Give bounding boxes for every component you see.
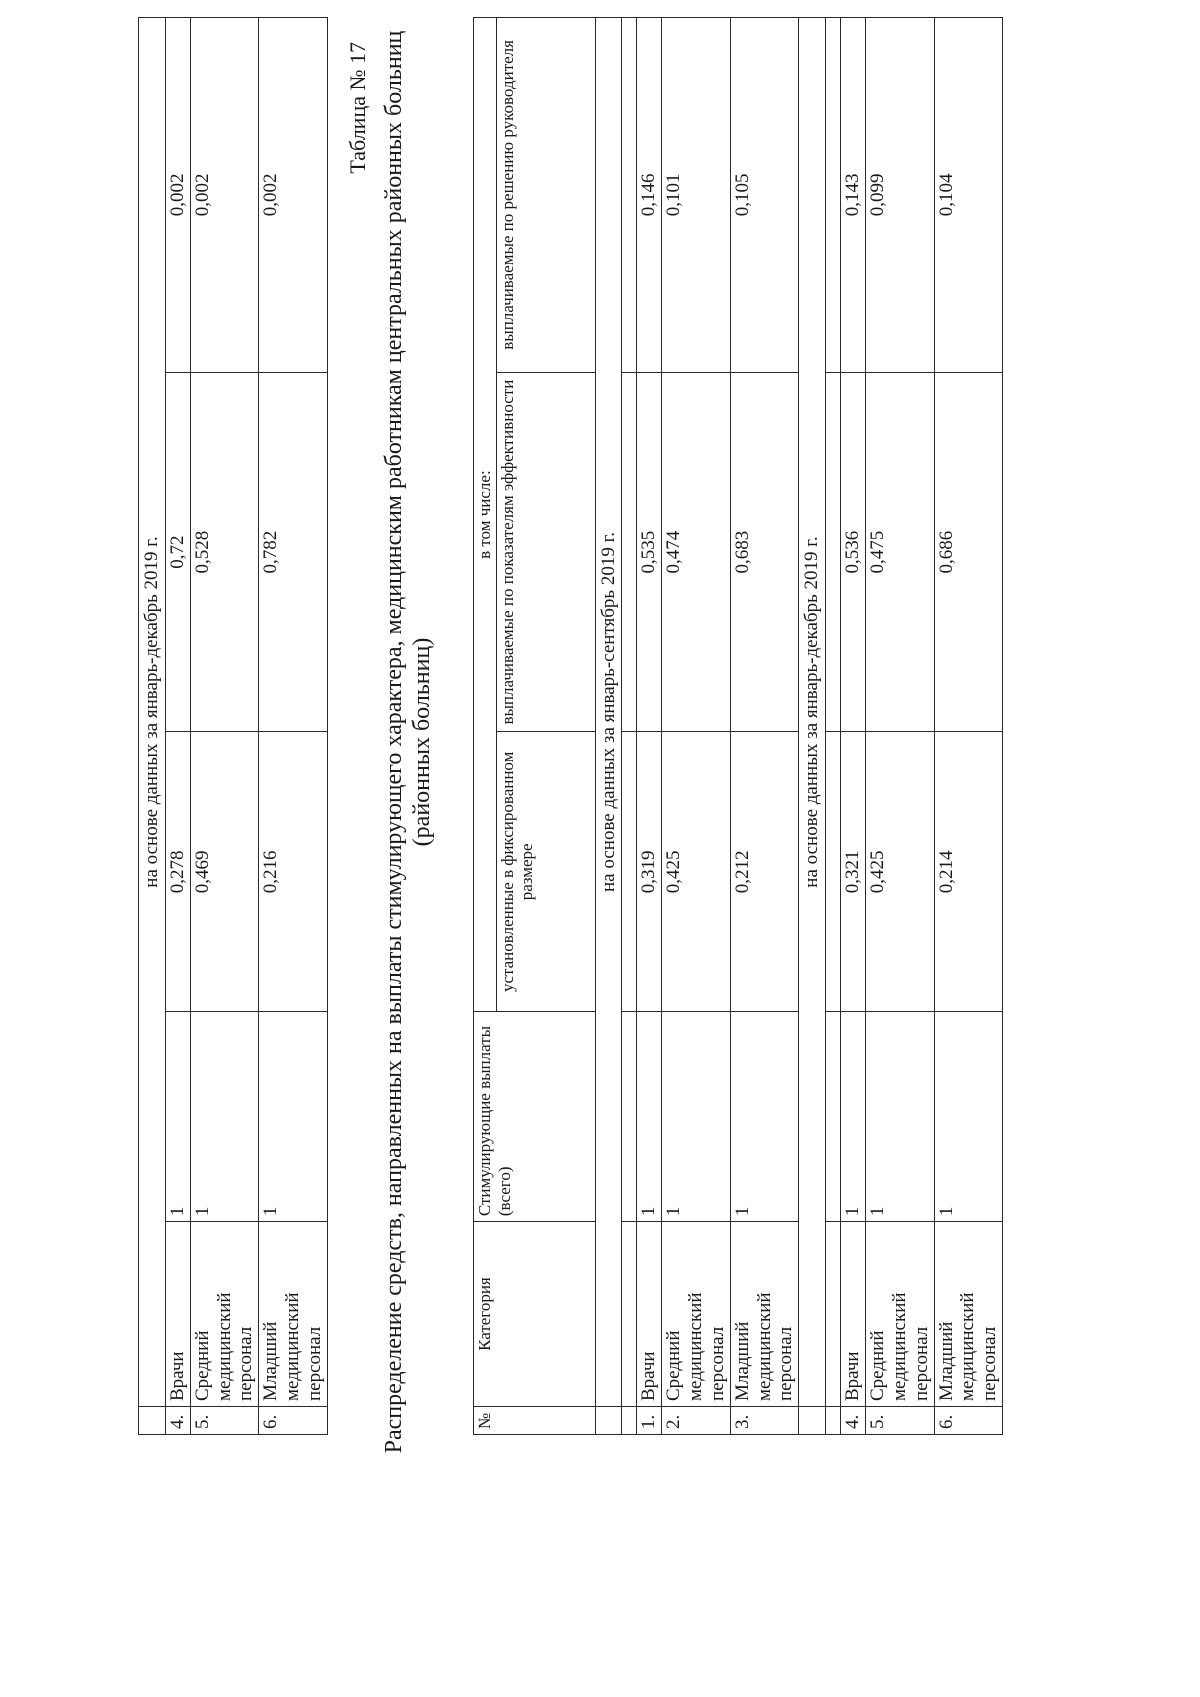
row-efficiency: 0,474 <box>662 372 731 732</box>
header-total: Стимулирующие выплаты (всего) <box>474 1012 596 1222</box>
row-category: Младший медицинский персонал <box>259 1222 328 1407</box>
table-row <box>865 18 934 1435</box>
row-total: 1 <box>165 1012 190 1222</box>
row-efficiency: 0,782 <box>259 372 328 732</box>
row-fixed: 0,214 <box>934 732 1003 1012</box>
header-category: Категория <box>474 1222 596 1407</box>
row-total: 1 <box>190 1012 259 1222</box>
header-fixed: установленные в фиксированном размере <box>496 732 595 1012</box>
row-number: 2. <box>662 1407 731 1435</box>
period-label: на основе данных за январь-декабрь 2019 г. <box>799 18 826 1407</box>
row-number: 5. <box>190 1407 259 1435</box>
row-manager: 0,105 <box>730 18 799 373</box>
row-total: 1 <box>841 1012 866 1222</box>
row-manager: 0,002 <box>165 18 190 373</box>
row-manager: 0,099 <box>865 18 934 373</box>
row-number: 3. <box>730 1407 799 1435</box>
table-row <box>934 18 1003 1435</box>
row-manager: 0,104 <box>934 18 1003 373</box>
row-category: Врачи <box>637 1222 662 1407</box>
period-label: на основе данных за январь-сентябрь 2019 г. <box>595 18 622 1407</box>
spacer-row <box>622 18 637 1435</box>
row-fixed: 0,469 <box>190 732 259 1012</box>
row-category: Средний медицинский персонал <box>865 1222 934 1407</box>
table-title: Распределение средств, направленных на выплаты стимулирующего характера, медицинским работникам центральных районных больниц (районных больниц) <box>381 30 436 1454</box>
row-category: Средний медицинский персонал <box>190 1222 259 1407</box>
row-total: 1 <box>662 1012 731 1222</box>
row-efficiency: 0,683 <box>730 372 799 732</box>
row-efficiency: 0,475 <box>865 372 934 732</box>
spacer-row <box>826 18 841 1435</box>
row-manager: 0,002 <box>190 18 259 373</box>
row-manager: 0,101 <box>662 18 731 373</box>
row-total: 1 <box>259 1012 328 1222</box>
table-row <box>841 18 866 1435</box>
period-row <box>139 18 166 1435</box>
table-row <box>730 18 799 1435</box>
row-category: Врачи <box>841 1222 866 1407</box>
row-number: 4. <box>165 1407 190 1435</box>
period-row <box>595 18 622 1435</box>
header-num: № <box>474 1407 596 1435</box>
row-fixed: 0,425 <box>865 732 934 1012</box>
row-efficiency: 0,535 <box>637 372 662 732</box>
header-efficiency: выплачиваемые по показателям эффективности <box>496 372 595 732</box>
row-manager: 0,146 <box>637 18 662 373</box>
continuation-table <box>138 17 328 1435</box>
stimulating-payments-table <box>473 17 1003 1435</box>
row-number: 5. <box>865 1407 934 1435</box>
row-category: Средний медицинский персонал <box>662 1222 731 1407</box>
row-efficiency: 0,72 <box>165 372 190 732</box>
table-row <box>190 18 259 1435</box>
row-category: Младший медицинский персонал <box>730 1222 799 1407</box>
row-number: 6. <box>934 1407 1003 1435</box>
row-fixed: 0,321 <box>841 732 866 1012</box>
header-row <box>474 18 497 1435</box>
row-efficiency: 0,686 <box>934 372 1003 732</box>
row-number: 4. <box>841 1407 866 1435</box>
row-number: 6. <box>259 1407 328 1435</box>
row-efficiency: 0,528 <box>190 372 259 732</box>
header-manager: выплачиваемые по решению руководителя <box>496 18 595 373</box>
table-row <box>259 18 328 1435</box>
row-category: Врачи <box>165 1222 190 1407</box>
row-fixed: 0,278 <box>165 732 190 1012</box>
row-total: 1 <box>730 1012 799 1222</box>
row-total: 1 <box>865 1012 934 1222</box>
period-row <box>799 18 826 1435</box>
header-including: в том числе: <box>474 18 497 1012</box>
period-label: на основе данных за январь-декабрь 2019 г. <box>139 18 166 1407</box>
row-fixed: 0,216 <box>259 732 328 1012</box>
row-efficiency: 0,536 <box>841 372 866 732</box>
row-manager: 0,143 <box>841 18 866 373</box>
table-row <box>637 18 662 1435</box>
row-fixed: 0,212 <box>730 732 799 1012</box>
table-number-label: Таблица № 17 <box>345 42 370 174</box>
table-row <box>662 18 731 1435</box>
row-total: 1 <box>934 1012 1003 1222</box>
row-manager: 0,002 <box>259 18 328 373</box>
row-number: 1. <box>637 1407 662 1435</box>
row-fixed: 0,425 <box>662 732 731 1012</box>
row-fixed: 0,319 <box>637 732 662 1012</box>
row-category: Младший медицинский персонал <box>934 1222 1003 1407</box>
row-total: 1 <box>637 1012 662 1222</box>
table-row <box>165 18 190 1435</box>
